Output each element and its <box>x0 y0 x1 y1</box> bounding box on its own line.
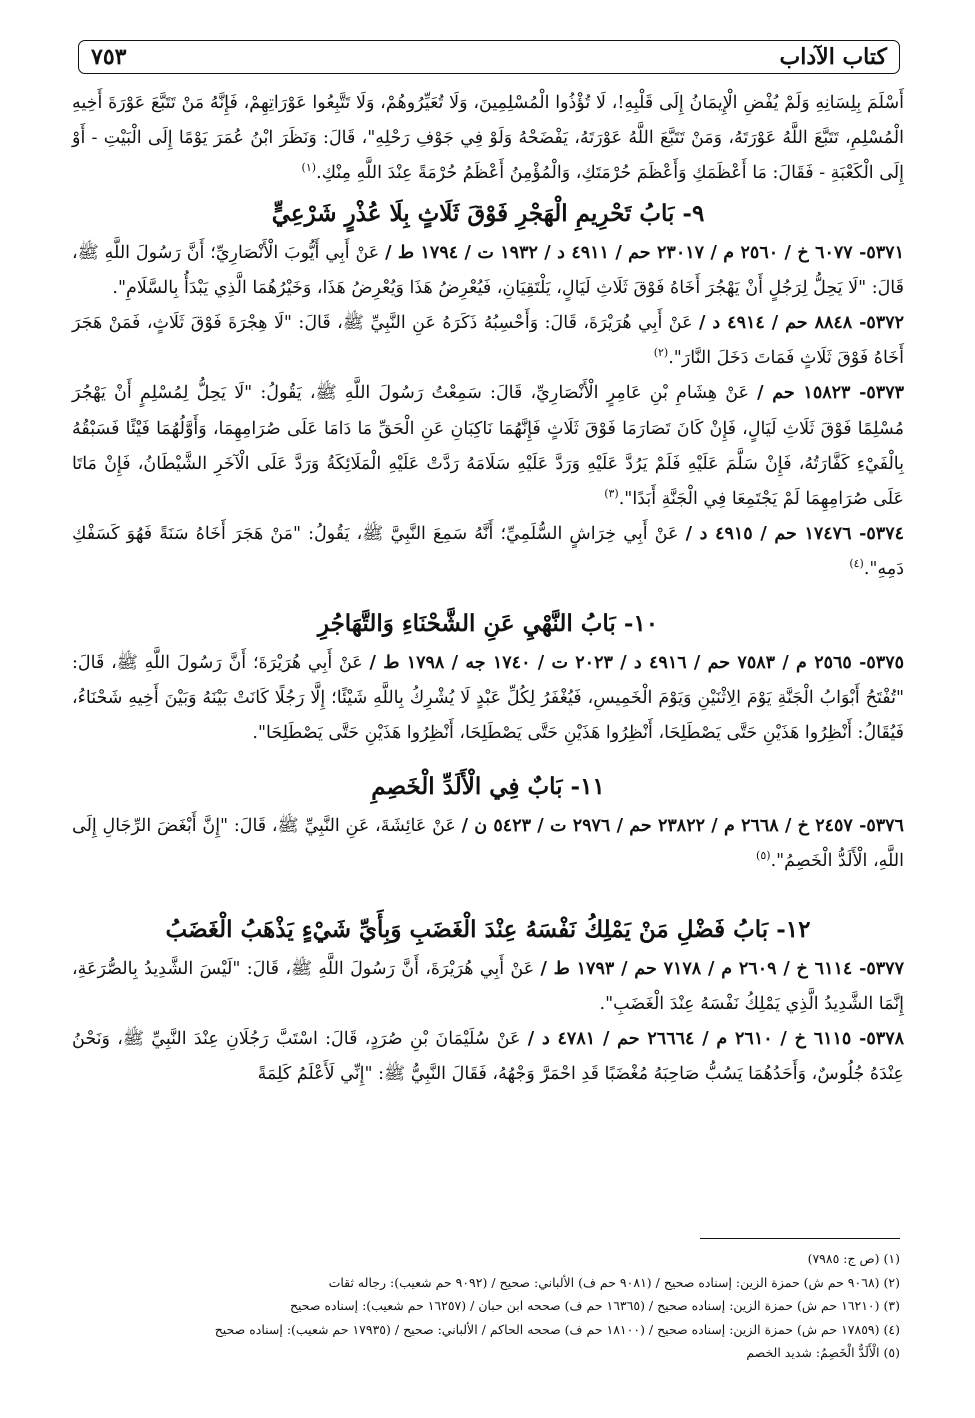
spacer <box>72 880 904 894</box>
page-header <box>78 40 900 74</box>
hadith-entry <box>72 952 904 1022</box>
footnote: (٥) الْأَلَدُّ الْخَصِمُ: شديد الخصم <box>746 1345 900 1360</box>
hadith-text: عَنْ أَبِي هُرَيْرَةَ؛ أَنَّ رَسُولَ اللَّهِ ﷺ، قَالَ: "تُفْتَحُ أَبْوَابُ الْجَنَّةِ يَوْمَ الِاثْنَيْنِ وَيَوْمَ الْخَمِيسِ، فَيُغْفَرُ لِكُلِّ عَبْدٍ لَا يُشْرِكُ بِاللَّهِ شَيْئًا؛ إِلَّا رَجُلًا كَانَتْ بَيْنَهُ وَبَيْنَ أَخِيهِ شَحْنَاءُ، فَيُقَالُ: أَنْظِرُوا هَذَيْنِ حَتَّى يَصْطَلِحَا، أَنْظِرُوا هَذَيْنِ حَتَّى يَصْطَلِحَا، أَنْظِرُوا هَذَيْنِ حَتَّى يَصْطَلِحَا". <box>72 652 904 744</box>
hadith-reference: ٥٣٧٥- ٢٥٦٥ م / ٧٥٨٣ حم / ٤٩١٦ د / ٢٠٢٣ ت / ١٧٤٠ جه / ١٧٩٨ ط / <box>369 652 904 673</box>
footnote: (٣) (١٦٢١٠ حم ش) حمزة الزين: إسناده صحيح / (١٦٣٦٥ حم ف) صححه ابن حبان / (١٦٢٥٧ حم شعيب): إسناده صحيح <box>289 1298 900 1313</box>
spacer <box>72 588 904 602</box>
hadith-reference: ٥٣٧٧- ٦١١٤ خ / ٢٦٠٩ م / ٧١٧٨ حم / ١٧٩٣ ط / <box>540 958 904 979</box>
spacer <box>72 751 904 765</box>
hadith-text: عَنْ أَبِي هُرَيْرَةَ، أَنَّ رَسُولَ اللَّهِ ﷺ، قَالَ: "لَيْسَ الشَّدِيدُ بِالصُّرَعَةِ، إِنَّمَا الشَّدِيدُ الَّذِي يَمْلِكُ نَفْسَهُ عِنْدَ الْغَضَبِ". <box>72 958 904 1014</box>
footnote-ref: (٤) <box>849 557 864 571</box>
footnote-separator <box>700 1238 900 1239</box>
hadith-reference: ٥٣٧٨- ٦١١٥ خ / ٢٦١٠ م / ٢٦٦٦٤ حم / ٤٧٨١ د / <box>527 1029 904 1050</box>
hadith-entry <box>72 236 904 306</box>
page-number: ٧٥٣ <box>91 44 127 70</box>
spacer <box>72 894 904 908</box>
hadith-entry <box>72 306 904 376</box>
hadith-entry <box>72 646 904 752</box>
chapter-heading: ١٢- بَابُ فَضْلِ مَنْ يَمْلِكُ نَفْسَهُ عِنْدَ الْغَضَبِ وَبِأَيِّ شَيْءٍ يَذْهَبُ الْغَضَبُ <box>165 915 811 943</box>
footnote-ref: (٢) <box>653 346 669 360</box>
hadith-entry <box>72 376 904 517</box>
hadith-reference: ٥٣٧٦- ٢٤٥٧ خ / ٢٦٦٨ م / ٢٣٨٢٢ حم / ٢٩٧٦ ت / ٥٤٢٣ ن / <box>461 816 904 837</box>
running-title: كتاب الآداب <box>779 44 887 70</box>
continued-hadith-text <box>72 86 904 192</box>
hadith-text: عَنْ أَبِي هُرَيْرَةَ، قَالَ: وَأَحْسِبُهُ ذَكَرَهُ عَنِ النَّبِيِّ ﷺ، قَالَ: "لَا هِجْرَةَ فَوْقَ ثَلَاثٍ، فَمَنْ هَجَرَ أَخَاهُ فَوْقَ ثَلَاثٍ فَمَاتَ دَخَلَ النَّارَ". <box>72 313 904 369</box>
hadith-reference: ٥٣٧٣- ١٥٨٢٣ حم / <box>757 383 904 404</box>
footnote-ref: (٣) <box>604 487 619 501</box>
hadith-text: عَنْ سُلَيْمَانَ بْنِ صُرَدٍ، قَالَ: اسْتَبَّ رَجُلَانِ عِنْدَ النَّبِيِّ ﷺ، وَنَحْنُ عِنْدَهُ جُلُوسٌ، وَأَحَدُهُمَا يَسُبُّ صَاحِبَهُ مُغْضَبًا قَدِ احْمَرَّ وَجْهُهُ، فَقَالَ النَّبِيُّ ﷺ: "إِنِّي لَأَعْلَمُ كَلِمَةً <box>72 1029 904 1085</box>
footnote: (١) (ص ج: ٧٩٨٥) <box>807 1251 900 1266</box>
footnote: (٢) (٩٠٦٨ حم ش) حمزة الزين: إسناده صحيح / (٩٠٨١ حم ف) الألباني: صحيح / (٩٠٩٢ حم شعيب): رجاله ثقات <box>328 1274 900 1290</box>
chapter-heading: ٩- بَابُ تَحْرِيمِ الْهَجْرِ فَوْقَ ثَلَاثٍ بِلَا عُذْرٍ شَرْعِيٍّ <box>271 199 705 227</box>
hadith-entry <box>72 1022 904 1092</box>
hadith-entry <box>72 517 904 587</box>
hadith-text: عَنْ أَبِي أَيُّوبَ الْأَنْصَارِيِّ؛ أَنَّ رَسُولَ اللَّهِ ﷺ، قَالَ: "لَا يَحِلُّ لِرَجُلٍ أَنْ يَهْجُرَ أَخَاهُ فَوْقَ ثَلَاثِ لَيَالٍ، يَلْتَقِيَانِ، فَيُعْرِضُ هَذَا وَيُعْرِضُ هَذَا، وَخَيْرُهُمَا الَّذِي يَبْدَأُ بِالسَّلَامِ". <box>72 242 904 298</box>
chapter-heading: ١٠- بَابُ النَّهْيِ عَنِ الشَّحْنَاءِ وَالتَّهَاجُرِ <box>317 609 659 637</box>
hadith-reference: ٥٣٧٤- ١٧٤٧٦ حم / ٤٩١٥ د / <box>685 524 904 545</box>
page-body <box>72 86 904 1092</box>
hadith-reference: ٥٣٧٢- ٨٨٤٨ حم / ٤٩١٤ د / <box>699 313 905 334</box>
hadith-text: عَنْ عَائِشَةَ، عَنِ النَّبِيِّ ﷺ، قَالَ: "إِنَّ أَبْغَضَ الرِّجَالِ إِلَى اللَّهِ، الْأَلَدُّ الْخَصِمُ". <box>72 816 904 872</box>
hadith-text: عَنْ هِشَامِ بْنِ عَامِرٍ الْأَنْصَارِيِّ، قَالَ: سَمِعْتُ رَسُولَ اللَّهِ ﷺ، يَقُولُ: "لَا يَحِلُّ لِمُسْلِمٍ أَنْ يَهْجُرَ مُسْلِمًا فَوْقَ ثَلَاثِ لَيَالٍ، فَإِنْ كَانَ تَصَارَمَا فَوْقَ ثَلَاثٍ فَإِنَّهُمَا نَاكِبَانِ عَنِ الْحَقِّ مَا دَامَا عَلَى صُرَامِهِمَا، وَأَوَّلُهُمَا فَيْئًا فَسَبْقُهُ بِالْفَيْءِ كَفَّارَتُهُ، فَإِنْ سَلَّمَ عَلَيْهِ فَلَمْ يَرُدَّ عَلَيْهِ وَرَدَّ عَلَيْهِ سَلَامَهُ رَدَّتْ عَلَيْهِ الْمَلَائِكَةُ وَرَدَّ عَلَى الْآخَرِ الشَّيْطَانُ، فَإِنْ مَاتَا عَلَى صُرَامِهِمَا لَمْ يَجْتَمِعَا فِي الْجَنَّةِ أَبَدًا". <box>72 383 904 510</box>
hadith-entry <box>72 809 904 879</box>
footnote: (٤) (١٧٨٥٩ حم ش) حمزة الزين: إسناده صحيح / (١٨١٠٠ حم ف) صححه الحاكم / الألباني: صحيح / (١٧٩٣٥ حم شعيب): إسناده صحيح <box>214 1321 900 1337</box>
chapter-heading: ١١- بَابٌ فِي الْأَلَدِّ الْخَصِمِ <box>371 773 605 801</box>
footnote-ref: (١) <box>301 161 317 175</box>
intro-text: أَسْلَمَ بِلِسَانِهِ وَلَمْ يُفْضِ الْإِيمَانُ إِلَى قَلْبِهِ!، لَا تُؤْذُوا الْمُسْلِمِينَ، وَلَا تُعَيِّرُوهُمْ، وَلَا تَتَّبِعُوا عَوْرَاتِهِمْ، فَإِنَّهُ مَنْ تَتَبَّعَ عَوْرَةَ أَخِيهِ الْمُسْلِمِ، تَتَبَّعَ اللَّهُ عَوْرَتَهُ، وَمَنْ تَتَبَّعَ اللَّهُ عَوْرَتَهُ، يَفْضَحْهُ وَلَوْ فِي جَوْفِ رَحْلِهِ"، قَالَ: وَنَظَرَ ابْنُ عُمَرَ يَوْمًا إِلَى الْبَيْتِ - أَوْ إِلَى الْكَعْبَةِ - فَقَالَ: مَا أَعْظَمَكِ وَأَعْظَمَ حُرْمَتَكِ، وَالْمُؤْمِنُ أَعْظَمُ حُرْمَةً عِنْدَ اللَّهِ مِنْكِ. <box>72 93 904 184</box>
hadith-text: عَنْ أَبِي خِرَاشٍ السُّلَمِيِّ؛ أَنَّهُ سَمِعَ النَّبِيَّ ﷺ، يَقُولُ: "مَنْ هَجَرَ أَخَاهُ سَنَةً فَهُوَ كَسَفْكِ دَمِهِ". <box>72 524 904 580</box>
footnote-ref: (٥) <box>756 849 771 863</box>
hadith-reference: ٥٣٧١- ٦٠٧٧ خ / ٢٥٦٠ م / ٢٣٠١٧ حم / ٤٩١١ د / ١٩٣٢ ت / ١٧٩٤ ط / <box>385 242 904 263</box>
footnotes <box>80 1247 900 1365</box>
